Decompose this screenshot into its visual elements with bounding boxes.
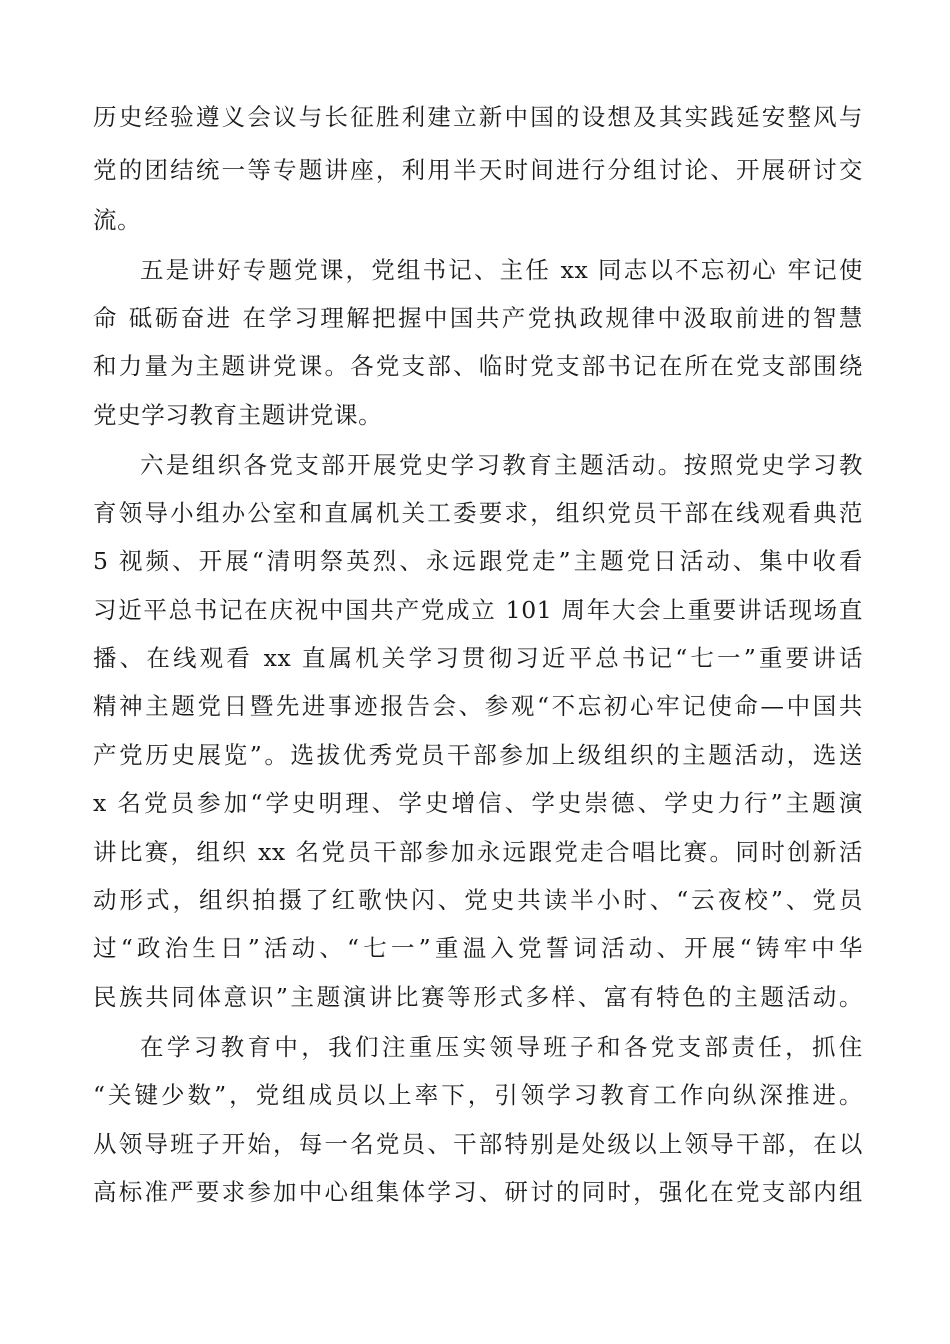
text-line: x 名党员参加“学史明理、学史增信、学史崇德、学史力行”主题演: [93, 789, 863, 817]
text-line: 讲比赛，组织 xx 名党员干部参加永远跟党走合唱比赛。同时创新活: [93, 838, 863, 866]
text-line: 过“政治生日”活动、“七一”重温入党誓词活动、开展“铸牢中华: [93, 934, 863, 962]
text-line: 播、在线观看 xx 直属机关学习贯彻习近平总书记“七一”重要讲话: [93, 644, 863, 672]
text-line: 动形式，组织拍摄了红歌快闪、党史共读半小时、“云夜校”、党员: [93, 886, 863, 914]
text-line: 历史经验遵义会议与长征胜利建立新中国的设想及其实践延安整风与: [93, 103, 863, 131]
text-line: 精神主题党日暨先进事迹报告会、参观“不忘初心牢记使命—中国共: [93, 692, 863, 720]
text-line: 从领导班子开始，每一名党员、干部特别是处级以上领导干部，在以: [93, 1130, 863, 1158]
text-line: 产党历史展览”。选拔优秀党员干部参加上级组织的主题活动，选送: [93, 741, 863, 769]
text-line: 5 视频、开展“清明祭英烈、永远跟党走”主题党日活动、集中收看: [93, 547, 863, 575]
text-line: 和力量为主题讲党课。各党支部、临时党支部书记在所在党支部围绕: [93, 352, 863, 380]
paragraph-first-line: 在学习教育中，我们注重压实领导班子和各党支部责任，抓住: [140, 1033, 863, 1061]
text-line: 习近平总书记在庆祝中国共产党成立 101 周年大会上重要讲话现场直: [93, 596, 863, 624]
text-line: 党史学习教育主题讲党课。: [93, 401, 383, 429]
paragraph-first-line: 六是组织各党支部开展党史学习教育主题活动。按照党史学习教: [140, 451, 863, 479]
text-line: 命 砥砺奋进 在学习理解把握中国共产党执政规律中汲取前进的智慧: [93, 304, 863, 332]
paragraph-first-line: 五是讲好专题党课，党组书记、主任 xx 同志以不忘初心 牢记使: [140, 256, 863, 284]
text-line: 流。: [93, 206, 142, 234]
text-line: 育领导小组办公室和直属机关工委要求，组织党员干部在线观看典范: [93, 499, 863, 527]
text-line: 党的团结统一等专题讲座，利用半天时间进行分组讨论、开展研讨交: [93, 156, 863, 184]
text-line: 民族共同体意识”主题演讲比赛等形式多样、富有特色的主题活动。: [93, 983, 863, 1011]
text-line: 高标准严要求参加中心组集体学习、研讨的同时，强化在党支部内组: [93, 1178, 863, 1206]
text-line: “关键少数”，党组成员以上率下，引领学习教育工作向纵深推进。: [93, 1081, 863, 1109]
